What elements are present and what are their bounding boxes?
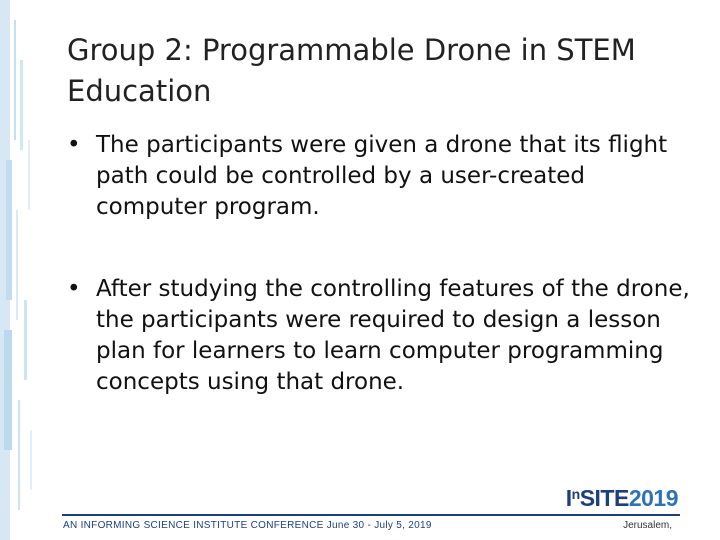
logo-prefix: I xyxy=(565,485,572,511)
bullet-list xyxy=(60,130,690,398)
bullet-item xyxy=(60,130,690,223)
bullet-text: The participants were given a drone that its flight path could be controlled by a user-created computer program. xyxy=(96,132,668,220)
footer-divider xyxy=(62,514,680,516)
left-decorative-stripe xyxy=(0,0,40,540)
footer-location-text: Jerusalem, xyxy=(623,520,672,531)
bullet-glyph: • xyxy=(67,276,81,302)
slide-title: Group 2: Programmable Drone in STEM Education xyxy=(67,33,636,108)
bullet-text: After studying the controlling features of the drone, the participants were required to design a lesson plan for learners to learn computer programming concepts using that drone. xyxy=(96,276,690,395)
logo-superscript: n xyxy=(571,486,580,502)
insite-logo xyxy=(566,485,678,512)
bullet-glyph: • xyxy=(67,132,81,158)
bullet-item xyxy=(60,274,690,398)
logo-year: 2019 xyxy=(628,485,678,511)
footer-conference-text: AN INFORMING SCIENCE INSTITUTE CONFERENCE June 30 - July 5, 2019 xyxy=(63,520,432,531)
logo-name: SITE xyxy=(579,485,629,511)
